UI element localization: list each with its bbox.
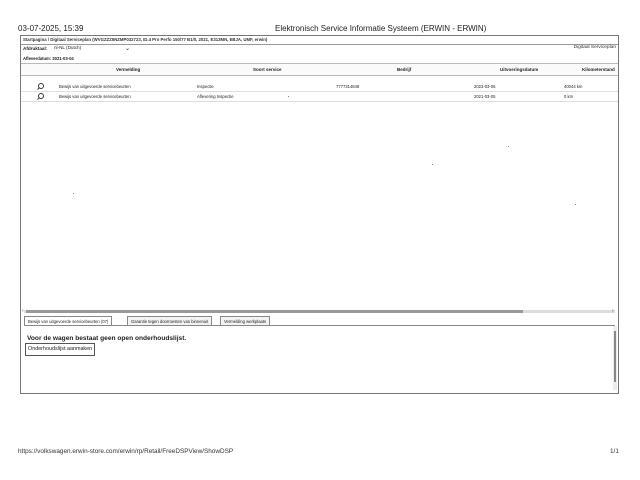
digital-service-plan-label[interactable]: Digitaal Serviceplan <box>573 45 616 50</box>
scan-speck <box>73 193 74 194</box>
language-select[interactable] <box>54 45 130 52</box>
chevron-down-icon[interactable]: ⌄ <box>124 46 130 52</box>
row-uitvoeringsdatum: 2021-03-05 <box>474 94 496 99</box>
language-label: Afdruktaal: <box>23 46 48 51</box>
column-header-bedrijf[interactable]: Bedrijf <box>397 67 412 72</box>
scan-speck <box>288 96 289 97</box>
tab-garantie-doorroesten[interactable]: Garantie tegen doorroesten van binnenuit <box>127 316 212 326</box>
magnifier-icon[interactable] <box>38 93 44 99</box>
row-vermelding: Bewijs van uitgevoerde servicebeurten <box>59 94 131 99</box>
row-soort-service: Aflevering Inspectie <box>197 94 234 99</box>
row-uitvoeringsdatum: 2023-03-06 <box>474 84 496 89</box>
column-header-kilometerstand[interactable]: Kilometerstand <box>582 67 615 72</box>
print-footer-page: 1/1 <box>610 448 619 455</box>
breadcrumb[interactable]: Startpagina / Digitaal Serviceplan (WVGZZZ5NZMP032723, ID.4 Pro Perfo 150/77 B1/0, 2021, E313MN, EBJA, UMF, erwin) <box>23 37 268 42</box>
scan-speck <box>432 164 433 165</box>
tab-divider <box>24 325 615 326</box>
horizontal-scrollbar[interactable] <box>24 310 615 313</box>
table-row[interactable] <box>21 91 618 102</box>
print-header-date: 03-07-2025, 15:39 <box>18 24 84 33</box>
delivery-date: Afleverdatum: 2021-03-04 <box>23 56 74 61</box>
scroll-left-icon[interactable]: ‹ <box>22 308 24 314</box>
print-header-title: Elektronisch Service Informatie Systeem (ERWIN - ERWIN) <box>275 24 487 33</box>
tab-vermelding-werkplaats[interactable]: Vermelding werkplaats <box>220 316 270 326</box>
no-maintenance-list-message: Voor de wagen bestaat geen open onderhoudslijst. <box>27 335 187 342</box>
table-header <box>21 63 618 76</box>
tab-bewijs-servicebeurten[interactable]: Bewijs van uitgevoerde servicebeurten (07) <box>24 316 112 326</box>
create-maintenance-list-button[interactable]: Onderhoudslijst aanmaken <box>25 343 95 356</box>
column-header-soort-service[interactable]: Soort service <box>253 67 282 72</box>
language-value: nl-NL (Dutch) <box>54 45 82 50</box>
scan-speck <box>508 146 509 147</box>
row-vermelding: Bewijs van uitgevoerde servicebeurten <box>59 84 131 89</box>
magnifier-icon[interactable] <box>38 83 44 89</box>
vertical-scrollbar-thumb[interactable] <box>614 331 616 382</box>
column-header-vermelding[interactable]: Vermelding <box>116 67 141 72</box>
vertical-scrollbar[interactable] <box>613 326 617 390</box>
scan-speck <box>575 204 576 205</box>
row-bedrijf: 7777314848 <box>336 84 360 89</box>
print-footer-url: https://volkswagen.erwin-store.com/erwin/rp/Retail/FreeDSPView/ShowDSP <box>18 448 234 455</box>
column-header-uitvoeringsdatum[interactable]: Uitvoeringsdatum <box>500 67 539 72</box>
row-soort-service: Inspectie <box>197 84 214 89</box>
row-kilometerstand: 0 km <box>564 94 574 99</box>
app-window <box>20 35 619 394</box>
horizontal-scrollbar-thumb[interactable] <box>26 310 523 313</box>
scroll-right-icon[interactable]: › <box>612 308 614 314</box>
row-kilometerstand: 40044 km <box>564 84 583 89</box>
